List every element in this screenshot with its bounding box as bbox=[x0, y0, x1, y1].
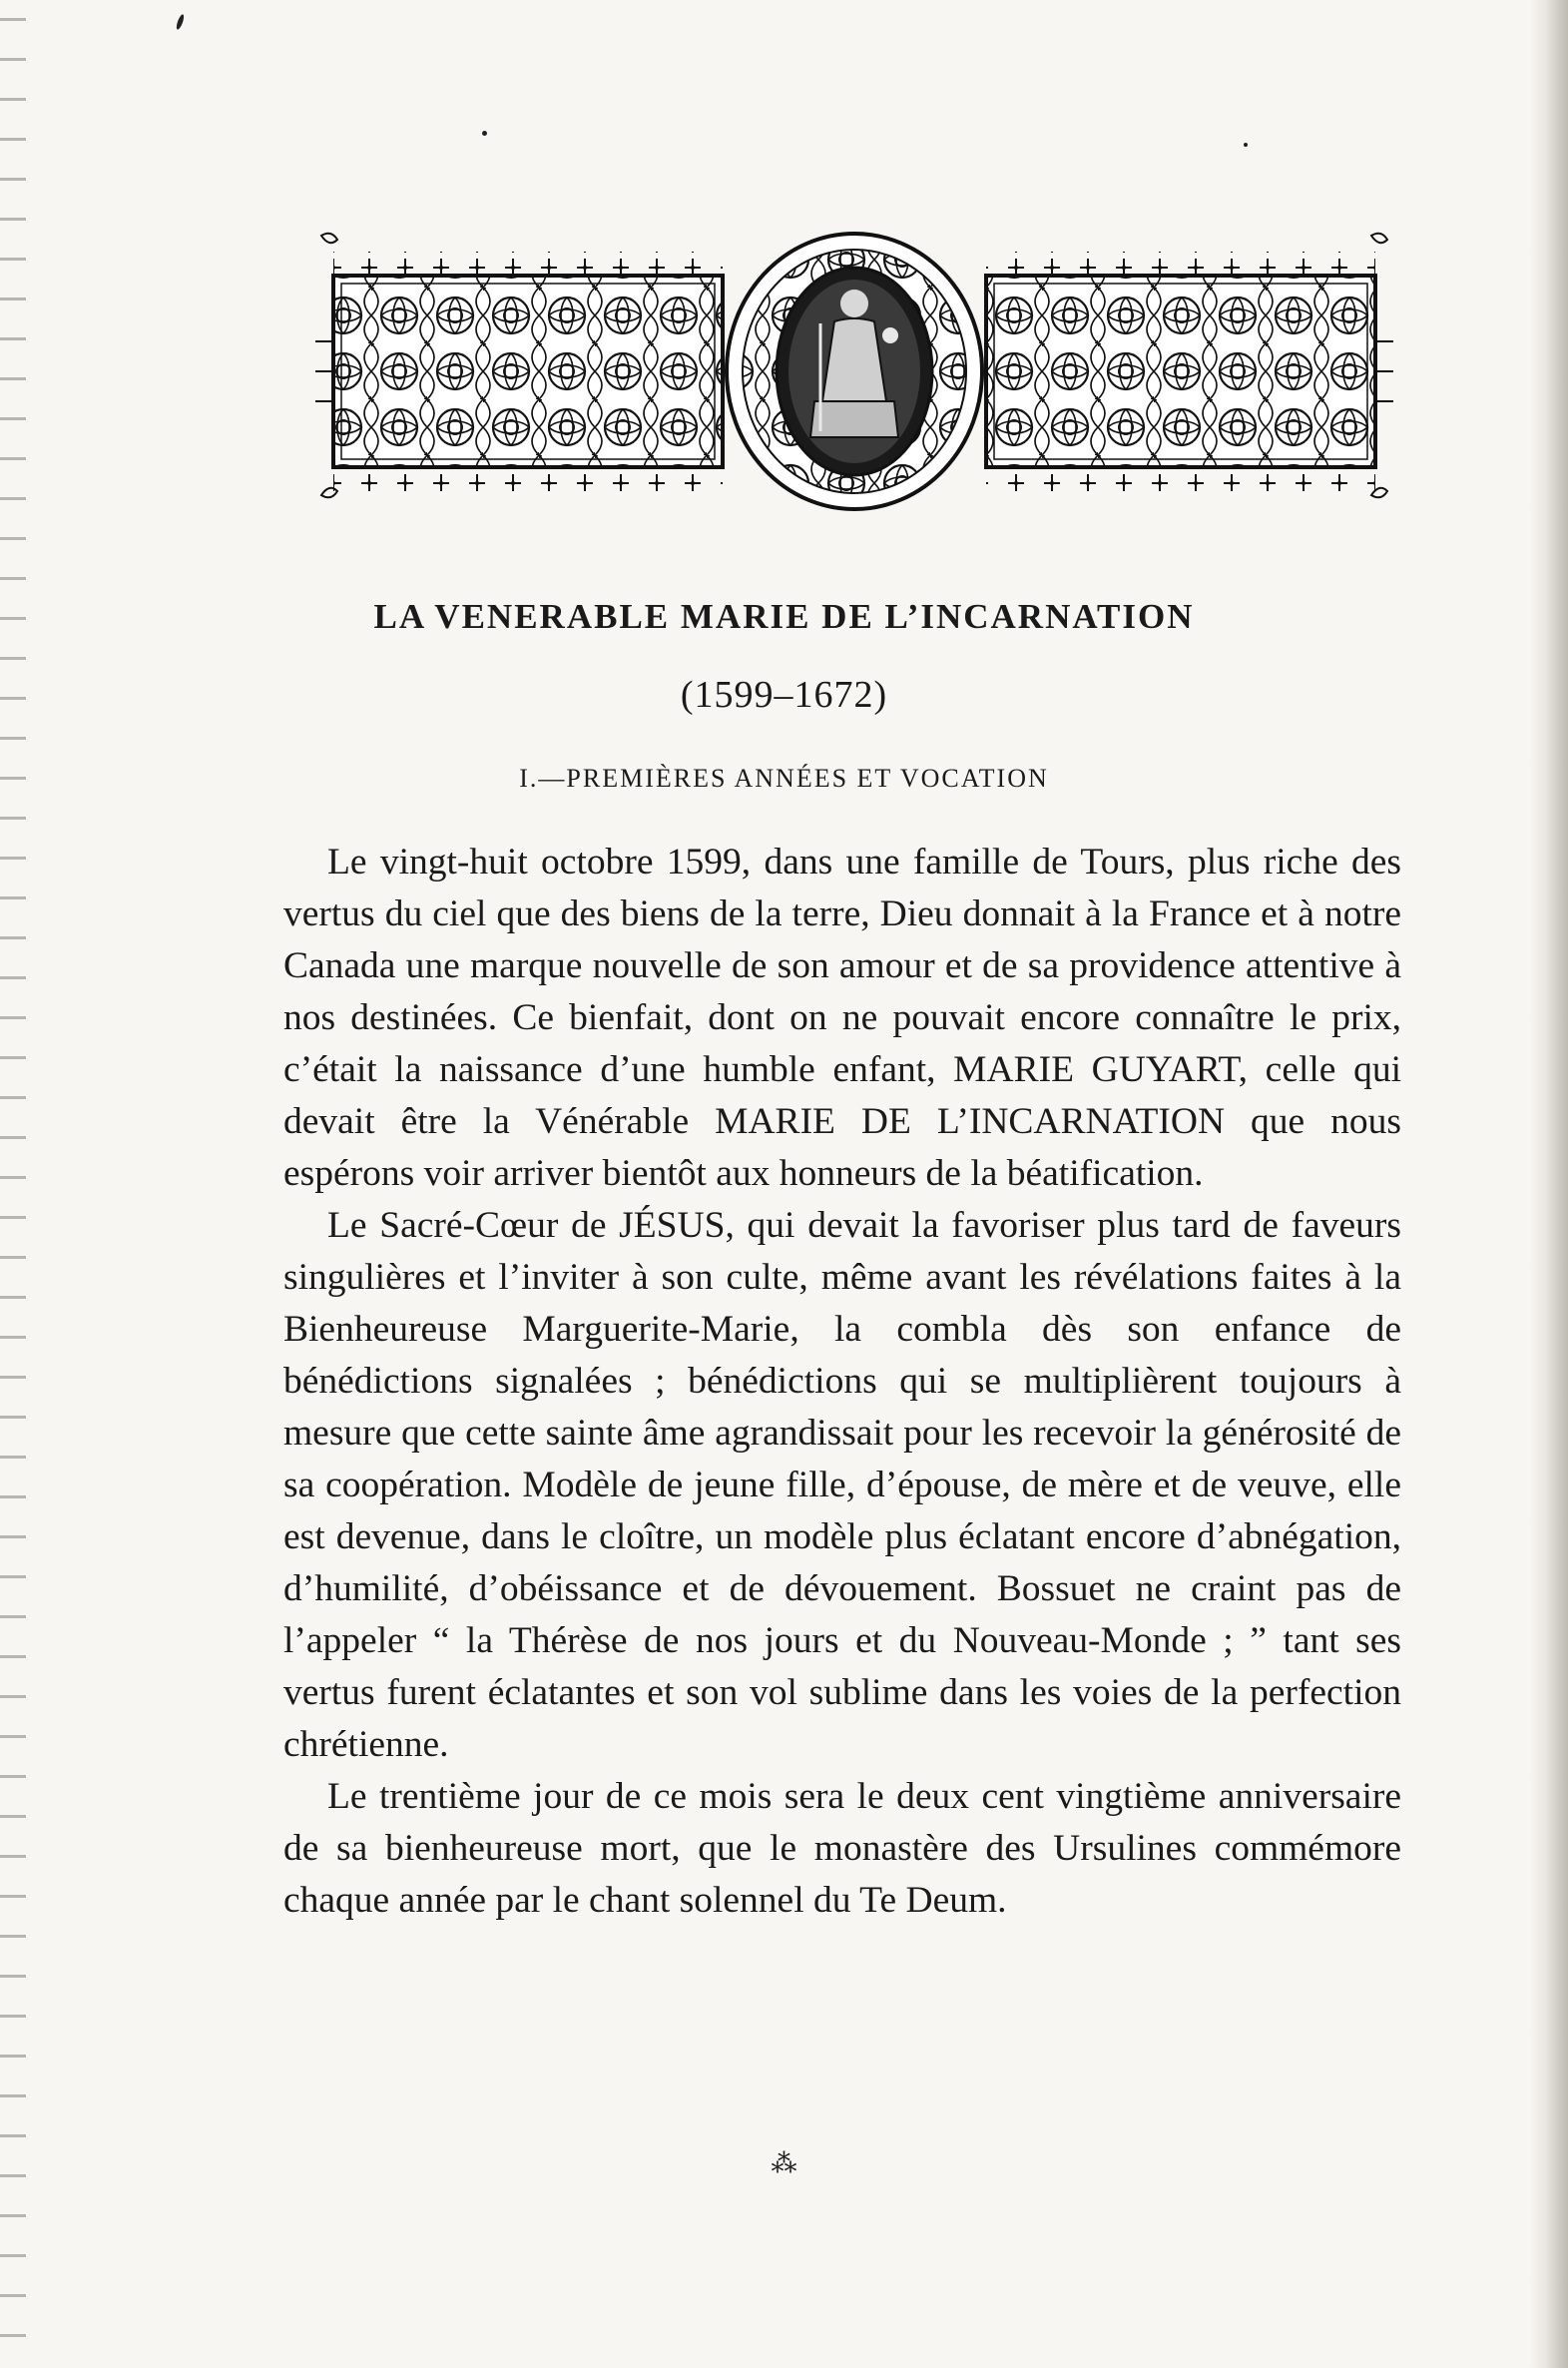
ink-speck bbox=[482, 131, 487, 136]
ink-speck bbox=[1244, 143, 1248, 147]
headpiece-left-panel bbox=[315, 252, 723, 491]
body-text bbox=[283, 837, 1401, 1927]
life-dates: (1599–1672) bbox=[680, 674, 888, 716]
section-heading: I.—PREMIÈRES ANNÉES ET VOCATION bbox=[519, 764, 1049, 793]
headpiece-right-panel bbox=[986, 252, 1393, 491]
paragraph: Le Sacré-Cœur de JÉSUS, qui devait la favoriser plus tard de faveurs singulières et l’inviter à son culte, même avant les révélations faites à la Bienheureuse Marguerite-Marie, la combla dès son enfance de bénédictions signalées ; bénédictions qui se multiplièrent toujours à mesure que cette sainte âme agrandissait pour les recevoir la générosité de sa coopération. Modèle de jeune fille, d’épouse, de mère et de veuve, elle est devenue, dans le cloître, un modèle plus éclatant encore d’abnégation, d’humilité, d’obéissance et de dévouement. Bossuet ne craint pas de l’appeler “ la Thérèse de nos jours et du Nouveau-Monde ; ” tant ses vertus furent éclatantes et son vol sublime dans les voies de la perfection chrétienne. bbox=[283, 1205, 1401, 1765]
paragraph: Le vingt-huit octobre 1599, dans une famille de Tours, plus riche des vertus du ciel que des biens de la terre, Dieu donnait à la France et à notre Canada une marque nouvelle de son amour et de sa providence attentive à nos destinées. Ce bienfait, dont on ne pouvait encore connaître le prix, c’était la naissance d’une humble enfant, MARIE GUYART, celle qui devait être la Vénérable MARIE DE L’INCARNATION que nous espérons voir arriver bientôt aux honneurs de la béatification. bbox=[283, 842, 1401, 1194]
ornamental-headpiece bbox=[315, 232, 1393, 511]
scan-left-edge bbox=[0, 0, 26, 2368]
scan-right-edge bbox=[1530, 0, 1568, 2368]
ink-speck bbox=[175, 14, 185, 31]
paragraph: Le trentième jour de ce mois sera le deux cent vingtième anniversaire de sa bienheureuse mort, que le monastère des Ursulines commémore chaque année par le chant solennel du Te Deum. bbox=[283, 1776, 1401, 1921]
asterism-separator: ⁂ bbox=[771, 2149, 797, 2178]
article-title: LA VENERABLE MARIE DE L’INCARNATION bbox=[373, 597, 1195, 636]
headpiece-medallion bbox=[727, 234, 982, 509]
